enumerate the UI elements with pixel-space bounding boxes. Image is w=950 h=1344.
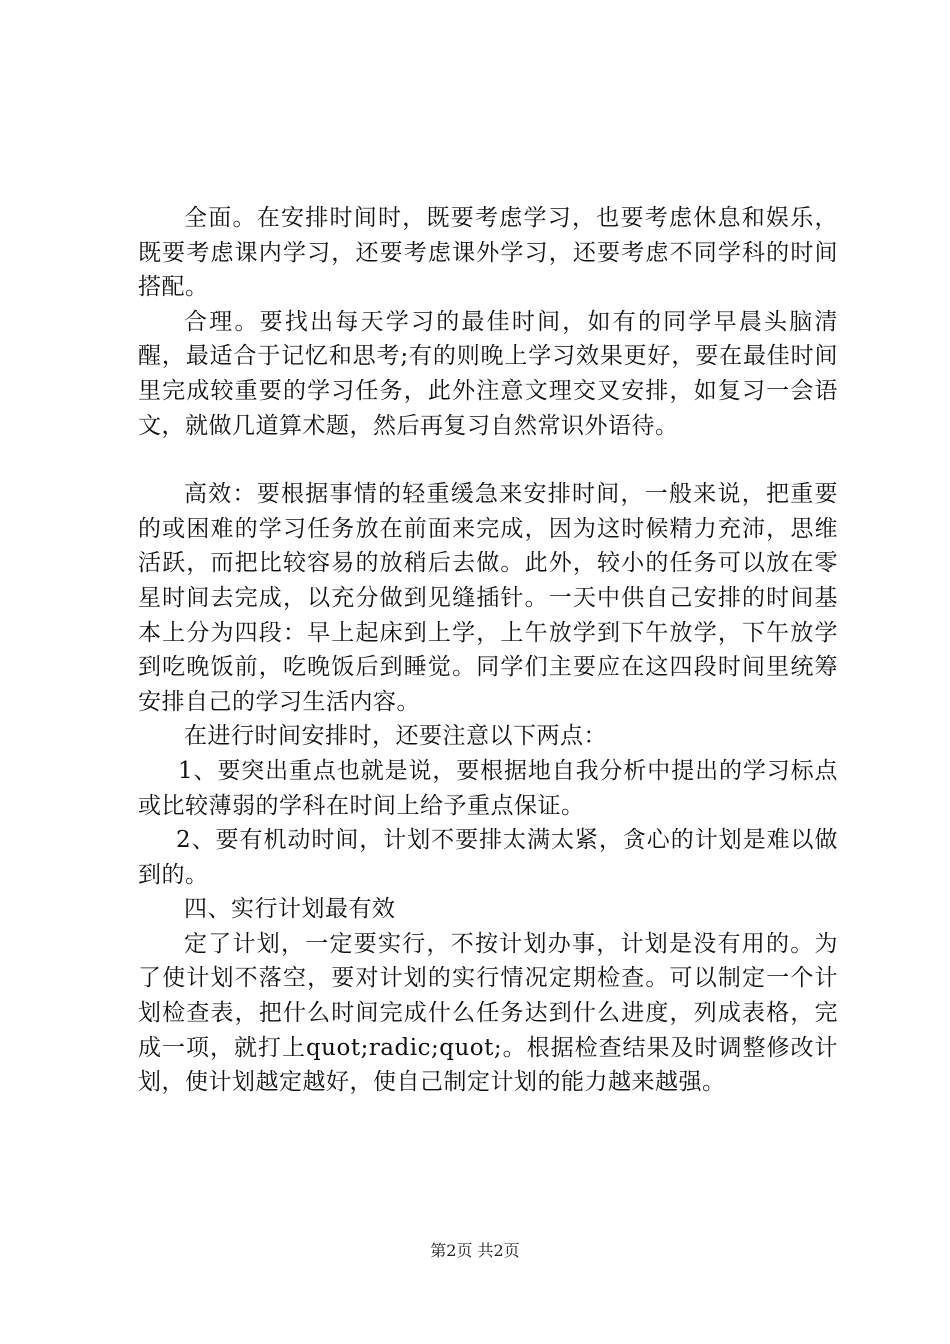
document-body [138, 201, 838, 1100]
list-item-point-1: 1、要突出重点也就是说，要根据地自我分析中提出的学习标点或比较薄弱的学科在时间上给予重点保证。 [138, 757, 838, 819]
paragraph-execute-plan: 定了计划，一定要实行，不按计划办事，计划是没有用的。为了使计划不落空，要对计划的实行情况定期检查。可以制定一个计划检查表，把什么时间完成什么任务达到什么进度，列成表格，完成一项，就打上quot;radic;quot;。根据检查结果及时调整修改计划，使计划越定越好，使自己制定计划的能力越来越强。 [138, 930, 838, 1096]
page-footer: 第2页 共2页 [430, 1241, 520, 1260]
paragraph-comprehensive: 全面。在安排时间时，既要考虑学习，也要考虑休息和娱乐，既要考虑课内学习，还要考虑课外学习，还要考虑不同学科的时间搭配。 [138, 205, 838, 301]
list-item-point-2: 2、要有机动时间，计划不要排太满太紧，贪心的计划是难以做到的。 [138, 827, 838, 888]
paragraph-two-points-intro: 在进行时间安排时，还要注意以下两点： [184, 723, 607, 750]
section-heading-4: 四、实行计划最有效 [184, 896, 396, 923]
paragraph-efficient: 高效：要根据事情的轻重缓急来安排时间，一般来说，把重要的或困难的学习任务放在前面来完成，因为这时候精力充沛，思维活跃，而把比较容易的放稍后去做。此外，较小的任务可以放在零星时间去完成，以充分做到见缝插针。一天中供自己安排的时间基本上分为四段：早上起床到上学，上午放学到下午放学，下午放学到吃晚饭前，吃晚饭后到睡觉。同学们主要应在这四段时间里统筹安排自己的学习生活内容。 [138, 481, 838, 715]
paragraph-reasonable: 合理。要找出每天学习的最佳时间，如有的同学早晨头脑清醒，最适合于记忆和思考;有的则晚上学习效果更好，要在最佳时间里完成较重要的学习任务，此外注意文理交叉安排，如复习一会语文，就做几道算术题，然后再复习自然常识外语待。 [138, 308, 838, 439]
